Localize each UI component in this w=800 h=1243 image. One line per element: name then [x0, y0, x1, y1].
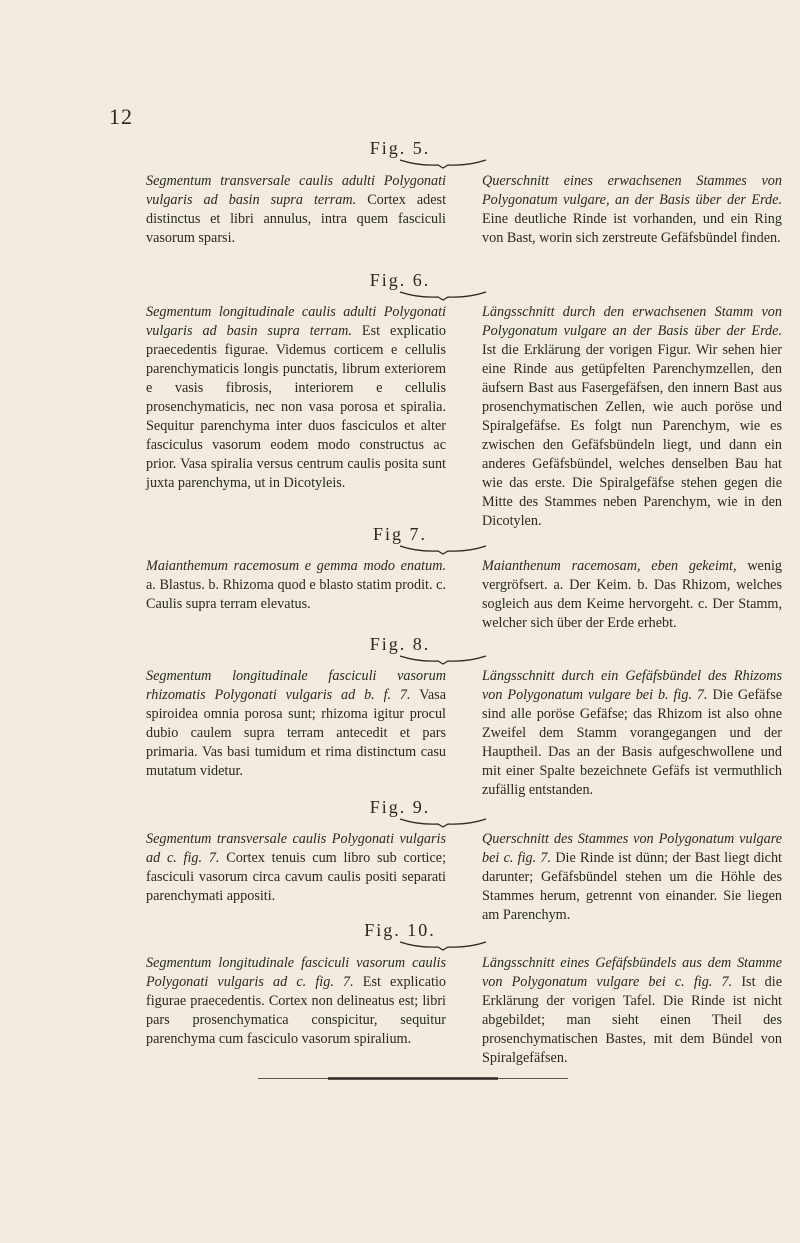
figure-8-latin-title: Segmentum longitudinale fasciculi vasorum rhizomatis Polygonati vulgaris ad b. f. 7. — [146, 668, 446, 703]
figure-7-german-text: wenig vergröfsert. a. Der Keim. b. Das Rhizom, welches sogleich aus dem Keime hervorgeht. c. Der Stamm, welcher sich über der Erde erhebt. — [482, 558, 782, 631]
figure-9-german — [482, 830, 782, 925]
figure-9-latin-text: Cortex tenuis cum libro sub cortice; fasciculi vasorum circa cavum caulis positi separati parenchymati appositi. — [146, 850, 447, 904]
figure-10-german-text: Ist die Erklärung der vorigen Tafel. Die Rinde ist nicht abgebildet; man sieht einen Theil des prosenchymatischen Bastes, mit dem Bündel von Spiralgefäfsen. — [482, 974, 782, 1066]
figure-10-label: Fig. 10. — [364, 920, 436, 940]
figure-10-latin-title: Segmentum longitudinale fasciculi vasorum caulis Polygonati vulgaris ad c. fig. 7. — [146, 955, 446, 990]
figure-10-german — [482, 954, 782, 1068]
figure-9-latin-title: Segmentum transversale caulis Polygonati vulgaris ad c. fig. 7. — [146, 831, 446, 866]
figure-5-label: Fig. 5. — [369, 138, 431, 158]
brace-ornament — [398, 289, 488, 301]
page-number: 12 — [109, 104, 133, 129]
figure-5-latin-title: Segmentum transversale caulis adulti Polygonati vulgaris ad basin supra terram. — [146, 173, 446, 208]
brace-ornament — [398, 816, 488, 828]
figure-7-latin — [146, 557, 446, 614]
figure-8-latin — [146, 667, 446, 781]
figure-9-heading — [0, 797, 800, 818]
figure-6-heading — [0, 270, 800, 291]
brace-ornament — [398, 543, 488, 555]
figure-6-latin-title: Segmentum longitudinale caulis adulti Polygonati vulgaris ad basin supra terram. — [146, 304, 446, 339]
figure-6-german-title: Längsschnitt durch den erwachsenen Stamm von Polygonatum vulgare an der Basis über der Erde. — [482, 304, 782, 339]
figure-7-latin-title: Maianthemum racemosum e gemma modo enatum. — [146, 558, 446, 574]
figure-7-heading — [0, 524, 800, 545]
figure-6-label: Fig. 6. — [369, 270, 431, 290]
figure-5-german — [482, 172, 782, 248]
figure-9-label: Fig. 9. — [369, 797, 431, 817]
figure-6-latin-text: Est explicatio praecedentis figurae. Videmus corticem e cellulis parenchymaticis longis punctatis, librum exteriorem e vasis fibrosis, interiorem e cellulis prosenchymaticis, nec non vasa porosa et spiralia. Sequitur parenchyma inter duos fasciculos et alter fasciculus vasorum eodem modo constructus ac prior. Vasa spiralia versus centrum caulis posita sunt juxta parenchyma, ut in Dicotyleis. — [146, 323, 446, 491]
figure-5-latin — [146, 172, 446, 248]
figure-6-latin — [146, 303, 446, 493]
figure-8-german-title: Längsschnitt durch ein Gefäfsbündel des Rhizoms von Polygonatum vulgare bei b. fig. 7. — [482, 668, 782, 703]
figure-10-latin — [146, 954, 446, 1049]
figure-9-german-title: Querschnitt des Stammes von Polygonatum vulgare bei c. fig. 7. — [482, 831, 782, 866]
figure-7-label: Fig 7. — [372, 524, 427, 544]
figure-8-german-text: Die Gefäfse sind alle poröse Gefäfse; das Rhizom ist also ohne Zweifel dem Stamm vorangegangen und der Hauptheil. Das an der Basis aufgeschwollene und mit einer Spalte bezeichnete Gefäfs ist vermuthlich zufällig entstanden. — [482, 687, 783, 798]
figure-5-latin-text: Cortex adest distinctus et libri annulus, intra quem fasciculi vasorum sparsi. — [146, 192, 447, 246]
figure-7-german — [482, 557, 782, 633]
figure-8-latin-text: Vasa spiroidea omnia porosa sunt; rhizoma igitur procul dubio caulem supra terram antecedit et pars primaria. Vas basi tumidum et rima distinctum casu mutatum videtur. — [146, 687, 446, 779]
figure-10-heading — [0, 920, 800, 941]
figure-8-heading — [0, 634, 800, 655]
brace-ornament — [398, 653, 488, 665]
figure-7-latin-text: a. Blastus. b. Rhizoma quod e blasto statim prodit. c. Caulis supra terram elevatus. — [146, 577, 446, 612]
closing-rule — [258, 1077, 568, 1080]
figure-9-latin — [146, 830, 446, 906]
figure-8-german — [482, 667, 782, 800]
figure-10-latin-text: Est explicatio figurae praecedentis. Cortex non delineatus est; libri pars prosenchymatica conspicitur, sequitur parenchyma cum fasciculo vasorum spiralium. — [146, 974, 446, 1047]
figure-8-label: Fig. 8. — [369, 634, 431, 654]
figure-5-german-text: Eine deutliche Rinde ist vorhanden, und ein Ring von Bast, worin sich zerstreute Gefäfsbündel finden. — [482, 211, 782, 246]
figure-6-german — [482, 303, 782, 531]
figure-6-german-text: Ist die Erklärung der vorigen Figur. Wir sehen hier eine Rinde aus getüpfelten Parenchymzellen, den äufsern Bast aus Fasergefäfsen, den innern Bast aus prosenchymatischen Zellen, wie auch poröse und Spiralgefäfse. Es folgt nun Parenchym, wie es zwischen den Gefäfsbündeln liegt, und dann ein anderes Gefäfsbündel, welches denselben Bau hat wie das erste. Die Spiralgefäfse stehen gegen die Mitte des Stammes neben Parenchym, wie in den Dicotylen. — [482, 342, 782, 529]
figure-7-german-title: Maianthenum racemosam, eben gekeimt, — [482, 558, 737, 574]
brace-ornament — [398, 157, 488, 169]
figure-5-german-title: Querschnitt eines erwachsenen Stammes von Polygonatum vulgare, an der Basis über der Erde. — [482, 173, 782, 208]
figure-9-german-text: Die Rinde ist dünn; der Bast liegt dicht darunter; Gefäfsbündel stehen um die Höhle des Stammes herum, getrennt von einander. Sie liegen am Parenchym. — [482, 850, 783, 923]
brace-ornament — [398, 939, 488, 951]
figure-10-german-title: Längsschnitt eines Gefäfsbündels aus dem Stamme von Polygonatum vulgare bei c. fig. 7. — [482, 955, 782, 990]
figure-5-heading — [0, 138, 800, 159]
